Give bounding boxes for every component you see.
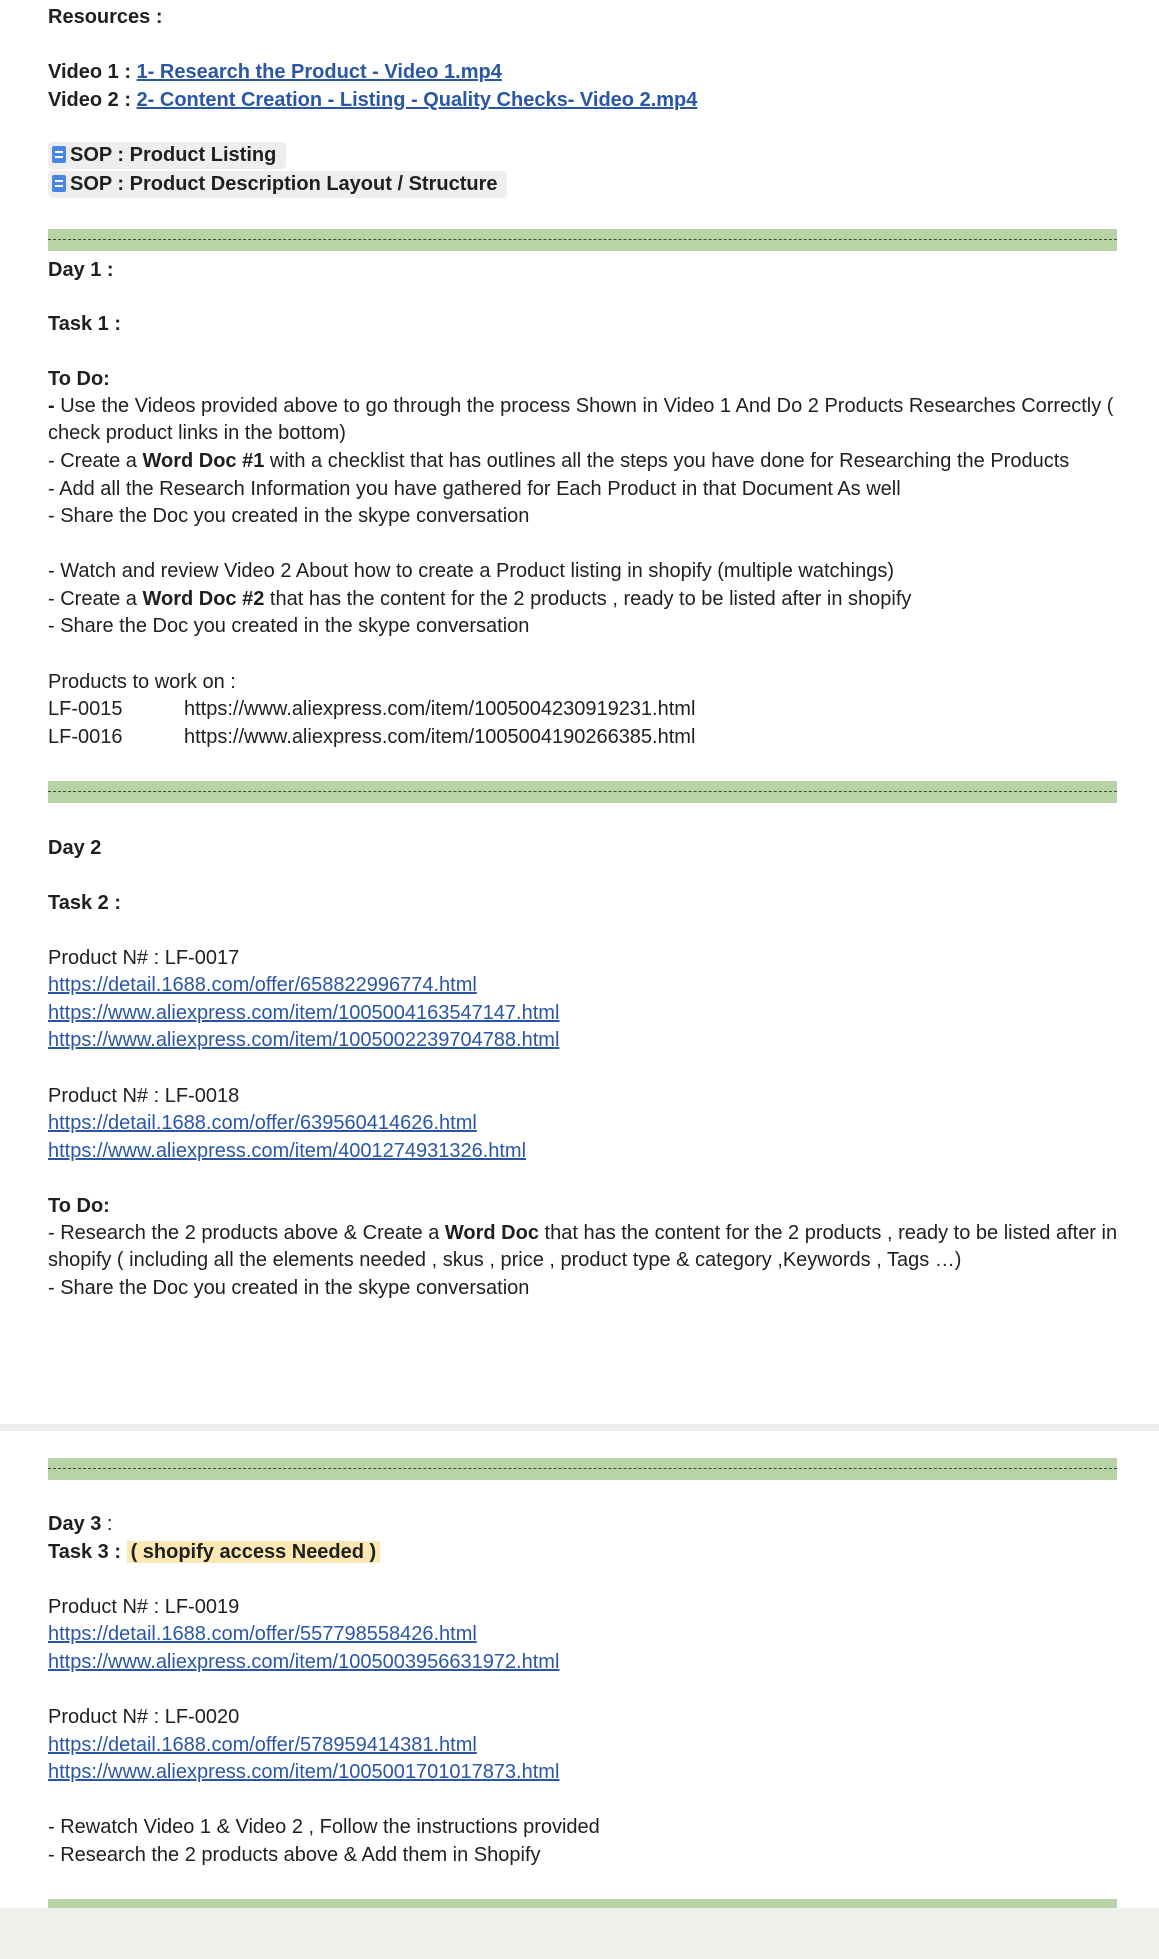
day3-line-2: - Research the 2 products above & Add them in Shopify — [48, 1844, 541, 1866]
video2-label: Video 2 : — [48, 89, 137, 111]
product-link[interactable]: https://detail.1688.com/offer/557798558426.html — [48, 1623, 477, 1645]
product-link[interactable]: https://detail.1688.com/offer/639560414626.html — [48, 1112, 477, 1134]
task3-label: Task 3 : — [48, 1541, 127, 1563]
day1-todo-line-5: - Watch and review Video 2 About how to create a Product listing in shopify (multiple watchings) — [48, 560, 894, 582]
product-row: LF-0015 https://www.aliexpress.com/item/1005004230919231.html — [48, 698, 696, 720]
day1-todo-line-6: - Create a Word Doc #2 that has the content for the 2 products , ready to be listed after in shopify — [48, 588, 912, 610]
task1-label: Task 1 : — [48, 313, 121, 335]
day1-todo-line-1: - Use the Videos provided above to go through the process Shown in Video 1 And Do 2 Products Researches Correctly ( check product links in the bottom) — [48, 395, 1114, 444]
video2-row — [48, 87, 697, 114]
products-to-work-on-label: Products to work on : — [48, 671, 236, 693]
product-lf0019-label: Product N# : LF-0019 — [48, 1596, 240, 1618]
task3-row — [48, 1539, 380, 1566]
section-divider — [48, 229, 1117, 251]
day3-label: Day 3 — [48, 1513, 102, 1535]
product-link[interactable]: https://detail.1688.com/offer/578959414381.html — [48, 1734, 477, 1756]
section-divider — [48, 1458, 1117, 1480]
product-link[interactable]: https://www.aliexpress.com/item/1005004163547147.html — [48, 1002, 560, 1024]
product-url: https://www.aliexpress.com/item/1005004230919231.html — [184, 698, 696, 720]
sop-product-listing-chip[interactable] — [48, 142, 286, 169]
shopify-access-note: ( shopify access Needed ) — [127, 1541, 381, 1563]
product-link[interactable]: https://www.aliexpress.com/item/1005001701017873.html — [48, 1761, 560, 1783]
section-divider — [48, 781, 1117, 803]
task2-label: Task 2 : — [48, 892, 121, 914]
day2-label: Day 2 — [48, 837, 102, 859]
day3-line-1: - Rewatch Video 1 & Video 2 , Follow the instructions provided — [48, 1816, 600, 1838]
video2-link[interactable]: 2- Content Creation - Listing - Quality Checks- Video 2.mp4 — [136, 89, 698, 111]
product-link[interactable]: https://www.aliexpress.com/item/1005002239704788.html — [48, 1029, 560, 1051]
day1-todo-line-2: - Create a Word Doc #1 with a checklist that has outlines all the steps you have done for Researching the Products — [48, 450, 1070, 472]
product-lf0020-label: Product N# : LF-0020 — [48, 1706, 240, 1728]
document-icon — [52, 146, 66, 163]
day3-label-row: Day 3 : — [48, 1513, 113, 1535]
product-url: https://www.aliexpress.com/item/1005004190266385.html — [184, 726, 696, 748]
sop-product-listing-row — [48, 142, 286, 169]
day2-todo-label: To Do: — [48, 1195, 110, 1217]
product-lf0018-label: Product N# : LF-0018 — [48, 1085, 240, 1107]
sop-description-layout-label: SOP : Product Description Layout / Structure — [70, 173, 498, 195]
day2-todo-line-1: - Research the 2 products above & Create a Word Doc that has the content for the 2 products , ready to be listed after in shopify ( including all the elements needed , skus , price , product type & category ,Keywords , Tags …) — [48, 1222, 1118, 1271]
product-link[interactable]: https://detail.1688.com/offer/658822996774.html — [48, 974, 477, 996]
day1-label: Day 1 : — [48, 259, 114, 281]
product-lf0017-label: Product N# : LF-0017 — [48, 947, 240, 969]
day1-todo-label: To Do: — [48, 368, 110, 390]
product-link[interactable]: https://www.aliexpress.com/item/4001274931326.html — [48, 1140, 527, 1162]
resources-heading: Resources : — [48, 6, 163, 28]
page-break — [0, 1424, 1159, 1431]
product-link[interactable]: https://www.aliexpress.com/item/1005003956631972.html — [48, 1651, 560, 1673]
video1-row — [48, 59, 502, 86]
day1-todo-line-7: - Share the Doc you created in the skype conversation — [48, 615, 530, 637]
product-row: LF-0016 https://www.aliexpress.com/item/1005004190266385.html — [48, 726, 696, 748]
video1-label: Video 1 : — [48, 61, 137, 83]
day1-todo-line-4: - Share the Doc you created in the skype conversation — [48, 505, 530, 527]
page-footer-band — [0, 1908, 1159, 1959]
sop-description-layout-row — [48, 171, 507, 198]
video1-link[interactable]: 1- Research the Product - Video 1.mp4 — [136, 61, 502, 83]
day1-todo-line-3: - Add all the Research Information you have gathered for Each Product in that Document As well — [48, 478, 901, 500]
day2-todo-line-2: - Share the Doc you created in the skype conversation — [48, 1277, 530, 1299]
sop-description-layout-chip[interactable] — [48, 171, 507, 198]
sop-product-listing-label: SOP : Product Listing — [70, 144, 277, 166]
document-icon — [52, 175, 66, 192]
